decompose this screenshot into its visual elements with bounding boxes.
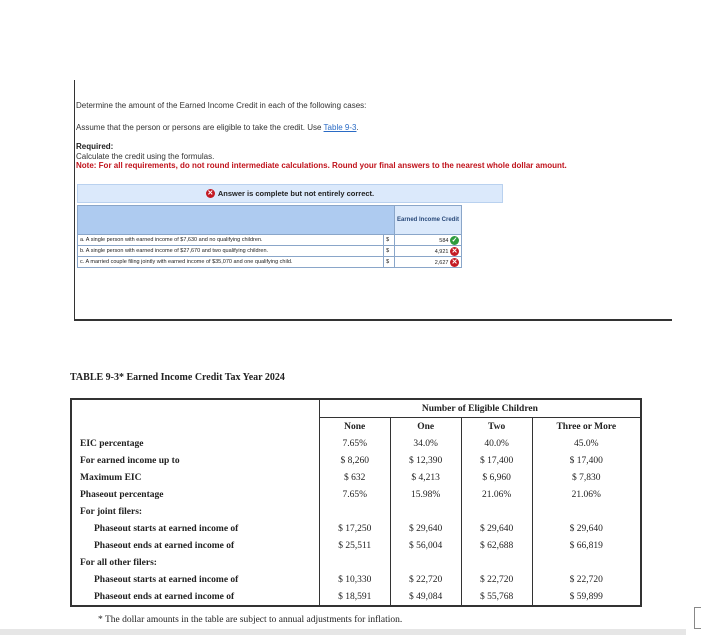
row-label: For joint filers:: [71, 503, 319, 520]
cell: $ 6,960: [461, 469, 532, 486]
cell: 45.0%: [532, 435, 641, 452]
cell: 7.65%: [319, 486, 390, 503]
assume-prefix: Assume that the person or persons are eligible to take the credit. Use: [76, 123, 324, 132]
cell: $ 8,260: [319, 452, 390, 469]
x-circle-icon: ✕: [451, 258, 458, 266]
cell: $ 17,250: [319, 520, 390, 537]
assume-text: [76, 123, 359, 132]
cell: 7.65%: [319, 435, 390, 452]
answer-value: 2,627: [434, 259, 449, 266]
row-label: Maximum EIC: [71, 469, 319, 486]
cell: $ 22,720: [461, 571, 532, 588]
table-9-3: [70, 398, 642, 607]
required-label: Required:: [76, 142, 114, 151]
cell: [461, 554, 532, 571]
row-label: Phaseout starts at earned income of: [71, 571, 319, 588]
row-label: Phaseout percentage: [71, 486, 319, 503]
cell: [319, 503, 390, 520]
table-row: [71, 435, 641, 452]
answer-value: 4,921: [434, 248, 449, 255]
cell: $ 22,720: [390, 571, 461, 588]
answer-table: [77, 205, 462, 268]
cell: $ 17,400: [461, 452, 532, 469]
cell: $ 62,688: [461, 537, 532, 554]
col-header-none: None: [319, 418, 390, 436]
row-label: Phaseout ends at earned income of: [71, 537, 319, 554]
cell: $ 55,768: [461, 588, 532, 606]
cell: $ 18,591: [319, 588, 390, 606]
answer-header-blank: [78, 206, 395, 235]
cell: $ 10,330: [319, 571, 390, 588]
table-corner: [71, 399, 319, 418]
assume-suffix: .: [356, 123, 359, 132]
cell: $ 49,084: [390, 588, 461, 606]
table-9-3-title: TABLE 9-3* Earned Income Credit Tax Year 2024: [70, 372, 285, 383]
required-text: Calculate the credit using the formulas.: [76, 152, 215, 161]
currency-symbol: $: [384, 246, 395, 257]
cell: $ 22,720: [532, 571, 641, 588]
col-header-three-or-more: Three or More: [532, 418, 641, 436]
answer-row-label: b. A single person with earned income of $27,670 and two qualifying children.: [78, 246, 384, 257]
cell: [532, 554, 641, 571]
cell: $ 12,390: [390, 452, 461, 469]
answer-row: [78, 257, 462, 268]
table-9-3-link[interactable]: Table 9-3: [323, 123, 357, 132]
group-header: Number of Eligible Children: [319, 399, 641, 418]
table-row: [71, 554, 641, 571]
col-header-one: One: [390, 418, 461, 436]
cell: 40.0%: [461, 435, 532, 452]
answer-status-banner: [77, 184, 503, 203]
col-header-two: Two: [461, 418, 532, 436]
answer-row: [78, 246, 462, 257]
answer-row-label: c. A married couple filing jointly with earned income of $35,070 and one qualifying child.: [78, 257, 384, 268]
currency-symbol: $: [384, 257, 395, 268]
answer-value: 584: [439, 237, 449, 244]
cell: 21.06%: [461, 486, 532, 503]
cell: [390, 503, 461, 520]
cell: $ 29,640: [390, 520, 461, 537]
row-label: For earned income up to: [71, 452, 319, 469]
cell: [532, 503, 641, 520]
cell: 21.06%: [532, 486, 641, 503]
cell: $ 632: [319, 469, 390, 486]
check-circle-icon: ✓: [451, 236, 458, 244]
answer-row-label: a. A single person with earned income of $7,630 and no qualifying children.: [78, 235, 384, 246]
row-label: EIC percentage: [71, 435, 319, 452]
header-blank: [71, 418, 319, 436]
x-circle-icon: ✕: [207, 190, 214, 197]
cell: 15.98%: [390, 486, 461, 503]
currency-symbol: $: [384, 235, 395, 246]
cell: $ 29,640: [532, 520, 641, 537]
table-row: [71, 520, 641, 537]
content-bottom-border: [74, 319, 672, 321]
table-row: [71, 486, 641, 503]
x-circle-icon: ✕: [451, 247, 458, 255]
table-row: [71, 537, 641, 554]
table-footnote: * The dollar amounts in the table are subject to annual adjustments for inflation.: [98, 615, 403, 625]
scroll-handle[interactable]: [694, 607, 701, 629]
cell: $ 17,400: [532, 452, 641, 469]
table-row: [71, 588, 641, 606]
table-row: [71, 452, 641, 469]
horizontal-scrollbar[interactable]: [0, 629, 686, 635]
answer-input-c[interactable]: [394, 257, 461, 268]
content-left-border: [74, 80, 75, 320]
answer-input-a[interactable]: [394, 235, 461, 246]
cell: $ 59,899: [532, 588, 641, 606]
row-label: Phaseout starts at earned income of: [71, 520, 319, 537]
answer-input-b[interactable]: [394, 246, 461, 257]
table-row: [71, 571, 641, 588]
answer-status-text: Answer is complete but not entirely correct.: [217, 189, 375, 198]
cell: $ 4,213: [390, 469, 461, 486]
table-row: [71, 503, 641, 520]
cell: 34.0%: [390, 435, 461, 452]
cell: $ 25,511: [319, 537, 390, 554]
answer-row: [78, 235, 462, 246]
cell: $ 29,640: [461, 520, 532, 537]
table-row: [71, 469, 641, 486]
note-text: Note: For all requirements, do not round intermediate calculations. Round your final answers to the nearest whole dollar amount.: [76, 161, 567, 170]
cell: [390, 554, 461, 571]
cell: $ 7,830: [532, 469, 641, 486]
cell: $ 66,819: [532, 537, 641, 554]
cell: $ 56,004: [390, 537, 461, 554]
row-label: For all other filers:: [71, 554, 319, 571]
instruction-text: Determine the amount of the Earned Income Credit in each of the following cases:: [76, 101, 367, 110]
row-label: Phaseout ends at earned income of: [71, 588, 319, 606]
earned-income-credit-header: Earned Income Credit: [394, 206, 461, 235]
cell: [319, 554, 390, 571]
cell: [461, 503, 532, 520]
